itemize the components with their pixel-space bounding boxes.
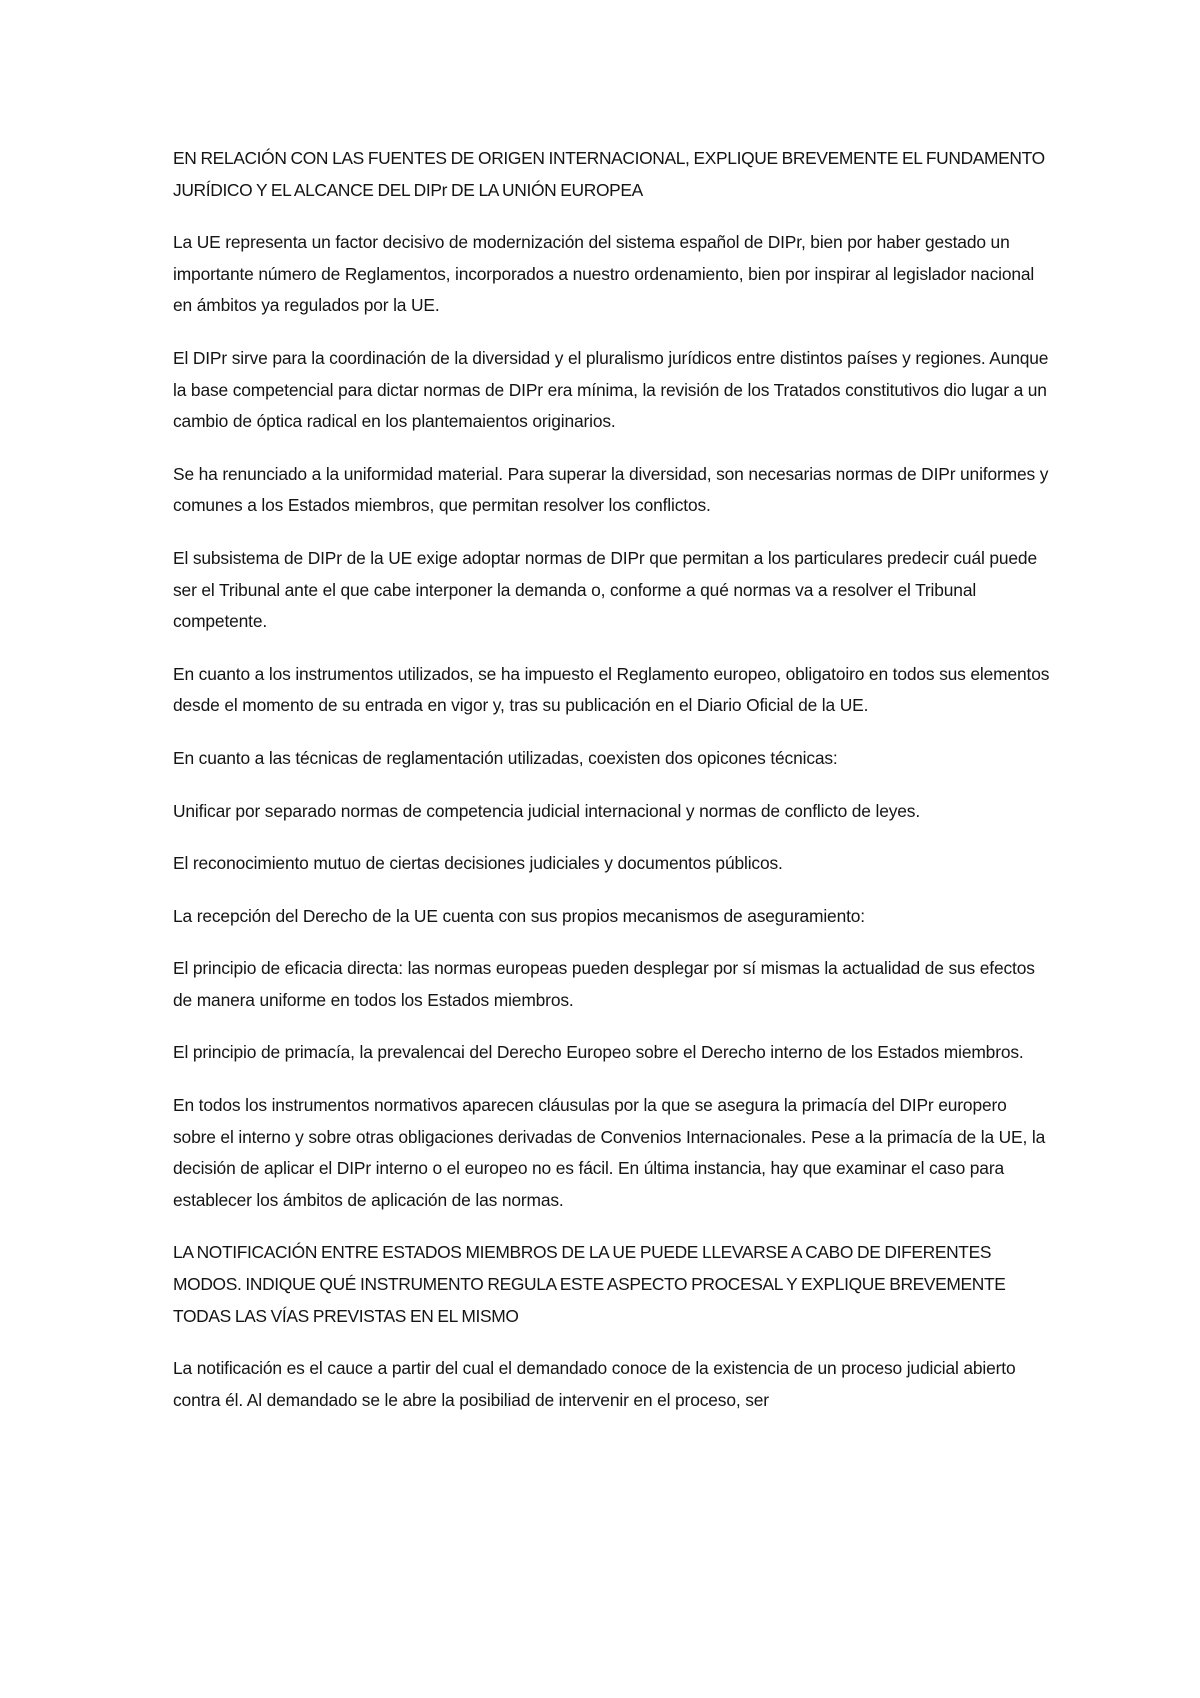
section-heading-dipr-ue: EN RELACIÓN CON LAS FUENTES DE ORIGEN INTERNACIONAL, EXPLIQUE BREVEMENTE EL FUNDAMENTO JURÍDICO Y EL ALCANCE DEL DIPr DE LA UNIÓN EUROPEA: [173, 148, 1045, 200]
paragraph: Se ha renunciado a la uniformidad material. Para superar la diversidad, son necesarias normas de DIPr uniformes y comunes a los Estados miembros, que permitan resolver los conflictos.: [173, 463, 1049, 516]
paragraph: En todos los instrumentos normativos aparecen cláusulas por la que se asegura la primacía del DIPr europero sobre el interno y sobre otras obligaciones derivadas de Convenios Internacionales. Pese a la primacía de la UE, la decisión de aplicar el DIPr interno o el europeo no es fácil. En última instancia, hay que examinar el caso para establecer los ámbitos de aplicación de las normas.: [173, 1095, 1046, 1210]
document-body: [173, 143, 1053, 1437]
section-heading-notificacion: LA NOTIFICACIÓN ENTRE ESTADOS MIEMBROS DE LA UE PUEDE LLEVARSE A CABO DE DIFERENTES MODOS. INDIQUE QUÉ INSTRUMENTO REGULA ESTE ASPECTO PROCESAL Y EXPLIQUE BREVEMENTE TODAS LAS VÍAS PREVISTAS EN EL MISMO: [173, 1242, 1006, 1326]
paragraph: El DIPr sirve para la coordinación de la diversidad y el pluralismo jurídicos entre distintos países y regiones. Aunque la base competencial para dictar normas de DIPr era mínima, la revisión de los Tratados constitutivos dio lugar a un cambio de óptica radical en los plantemaientos originarios.: [173, 347, 1049, 432]
paragraph: La recepción del Derecho de la UE cuenta con sus propios mecanismos de aseguramiento:: [173, 905, 865, 926]
paragraph: La notificación es el cauce a partir del cual el demandado conoce de la existencia de un proceso judicial abierto contra él. Al demandado se le abre la posibiliad de intervenir en el proceso, ser: [173, 1358, 1016, 1410]
paragraph: Unificar por separado normas de competencia judicial internacional y normas de conflicto de leyes.: [173, 800, 921, 821]
paragraph: En cuanto a los instrumentos utilizados, se ha impuesto el Reglamento europeo, obligatoiro en todos sus elementos desde el momento de su entrada en vigor y, tras su publicación en el Diario Oficial de la UE.: [173, 663, 1050, 716]
paragraph: El principio de primacía, la prevalencai del Derecho Europeo sobre el Derecho interno de los Estados miembros.: [173, 1042, 1024, 1063]
paragraph: En cuanto a las técnicas de reglamentación utilizadas, coexisten dos opicones técnicas:: [173, 747, 838, 768]
paragraph: El subsistema de DIPr de la UE exige adoptar normas de DIPr que permitan a los particulares predecir cuál puede ser el Tribunal ante el que cabe interponer la demanda o, conforme a qué normas va a resolver el Tribunal competente.: [173, 547, 1037, 632]
paragraph: El principio de eficacia directa: las normas europeas pueden desplegar por sí mismas la actualidad de sus efectos de manera uniforme en todos los Estados miembros.: [173, 958, 1035, 1010]
paragraph: El reconocimiento mutuo de ciertas decisiones judiciales y documentos públicos.: [173, 853, 783, 874]
paragraph: La UE representa un factor decisivo de modernización del sistema español de DIPr, bien por haber gestado un importante número de Reglamentos, incorporados a nuestro ordenamiento, bien por inspirar al legislador nacional en ámbitos ya regulados por la UE.: [173, 232, 1035, 316]
